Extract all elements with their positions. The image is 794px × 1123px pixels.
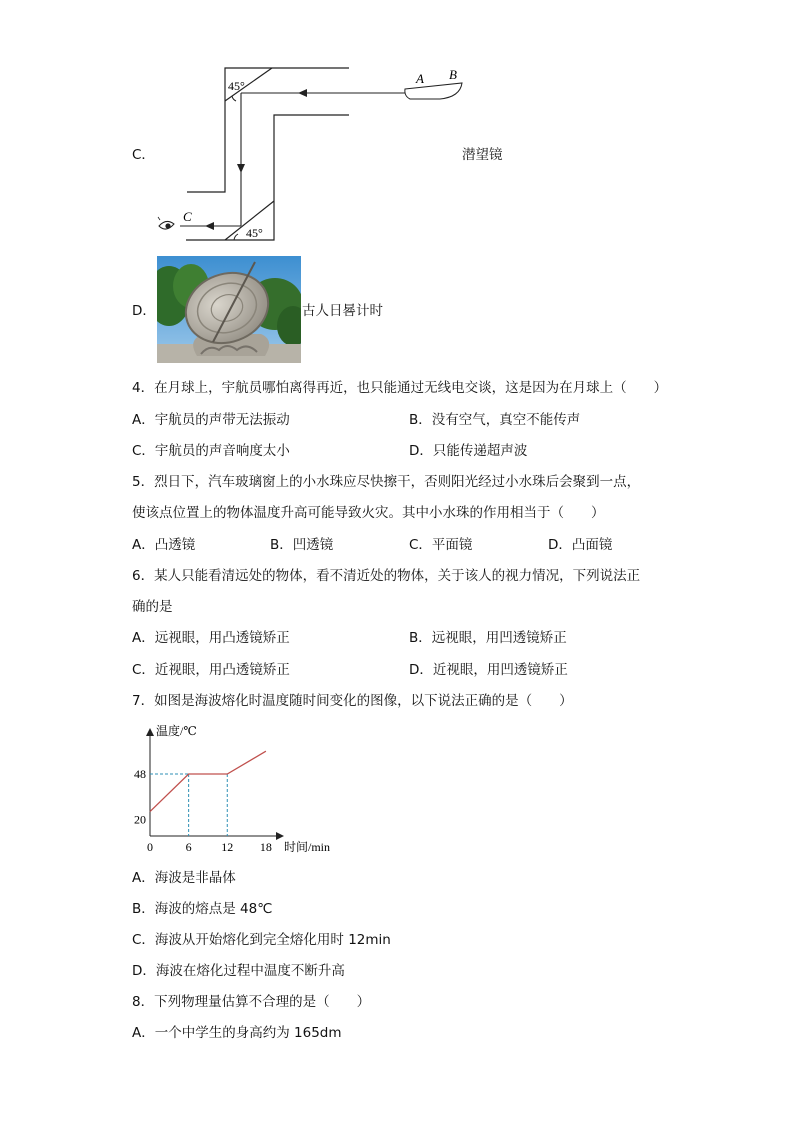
q6-option-c: C．近视眼，用凸透镜矫正 — [132, 662, 290, 678]
q7-option-a: A．海波是非晶体 — [132, 870, 236, 886]
periscope-caption: 潜望镜 — [462, 147, 503, 163]
q5-option-c: C．平面镜 — [409, 537, 473, 553]
x-tick-label-6: 6 — [185, 840, 192, 854]
q6-option-d: D．近视眼，用凹透镜矫正 — [409, 662, 568, 678]
boat-object — [405, 83, 462, 99]
q5-option-a: A．凸透镜 — [132, 537, 196, 553]
sundial-photo — [157, 256, 301, 363]
x-tick-label-0: 0 — [147, 840, 153, 854]
melting-chart — [130, 718, 350, 858]
q6-stem-line1: 6．某人只能看清远处的物体，看不清近处的物体，关于该人的视力情况，下列说法正 — [132, 568, 641, 584]
label-a: A — [416, 71, 424, 86]
periscope-diagram — [150, 60, 480, 245]
q4-option-a: A．宇航员的声带无法振动 — [132, 412, 290, 428]
x-axis-label: 时间/min — [284, 840, 331, 854]
q7-stem: 7．如图是海波熔化时温度随时间变化的图像，以下说法正确的是（ ） — [132, 693, 573, 709]
q7-option-c: C．海波从开始熔化到完全熔化用时 12min — [132, 932, 391, 948]
q7-option-d: D．海波在熔化过程中温度不断升高 — [132, 963, 345, 979]
q4-option-c: C．宇航员的声音响度太小 — [132, 443, 290, 459]
q4-option-d: D．只能传递超声波 — [409, 443, 528, 459]
option-d-label: D． — [132, 303, 156, 319]
q5-stem-line2: 使该点位置上的物体温度升高可能导致火灾。其中小水珠的作用相当于（ ） — [132, 505, 605, 521]
q5-option-d: D．凸面镜 — [548, 537, 613, 553]
eye-icon — [158, 217, 174, 229]
angle-top-label: 45° — [228, 79, 245, 93]
q4-stem: 4．在月球上，宇航员哪怕离得再近，也只能通过无线电交谈，这是因为在月球上（ ） — [132, 380, 668, 396]
y-tick-label-48: 48 — [134, 767, 146, 782]
angle-bottom-label: 45° — [246, 226, 263, 240]
q5-stem-line1: 5．烈日下，汽车玻璃窗上的小水珠应尽快擦干，否则阳光经过小水珠后会聚到一点， — [132, 474, 641, 490]
x-tick-label-12: 12 — [221, 840, 234, 854]
x-tick-label-18: 18 — [259, 840, 272, 854]
y-axis-label: 温度/℃ — [156, 724, 197, 738]
q4-option-b: B．没有空气，真空不能传声 — [409, 412, 581, 428]
y-tick-label-20: 20 — [134, 812, 146, 827]
label-c: C — [183, 209, 192, 224]
option-c-label: C． — [132, 147, 155, 163]
q8-stem: 8．下列物理量估算不合理的是（ ） — [132, 994, 371, 1010]
q8-option-a: A．一个中学生的身高约为 165dm — [132, 1025, 342, 1041]
q6-stem-line2: 确的是 — [132, 599, 173, 615]
q6-option-b: B．远视眼，用凹透镜矫正 — [409, 630, 567, 646]
sundial-caption: 古人日晷计时 — [302, 303, 383, 319]
q6-option-a: A．远视眼，用凸透镜矫正 — [132, 630, 290, 646]
q7-option-b: B．海波的熔点是 48℃ — [132, 901, 273, 917]
q5-option-b: B．凹透镜 — [270, 537, 334, 553]
series-line-0 — [150, 751, 266, 811]
label-b: B — [449, 67, 457, 82]
